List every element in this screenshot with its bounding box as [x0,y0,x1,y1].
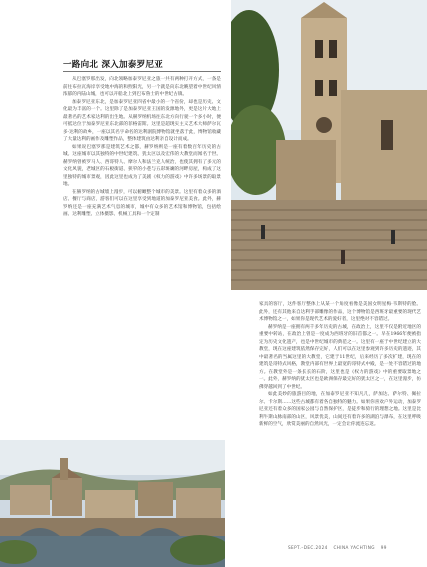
paragraph: 家具的客厅，这件客厅整体上从某一个角度看像是美国女明星梅·韦斯特的脸。此外，还有其他来自达利手部雕像的作品，这个博物馆是西班牙最重要的现代艺术博物馆之一，如果你是现代艺术的爱好者，这里绝对不容错过。 [259,302,421,322]
stone-town-photo [0,440,225,567]
magazine-name: CHINA YACHTING [333,545,375,550]
paragraph: 赫罗纳是一座拥有两千多年历史的古城，在政治上，这里不仅是附近地区的重要中转站，在政治上曾是一度成为西班牙的旧首都之一。早在1966年便被指定为历史文化遗产，也是中世纪城市的典范之一。这里有一座于中世纪建立的大教堂，现在这座建筑依然保存完好，人们可以在这里参观到许多历史的遗迹，其中最著名的当属这里的大教堂，它建于11世纪，后来经历了多次扩建，现在的建筑是哥特式风格，教堂内部有世界上最宽的哥特式中殿，是一处不容错过的地方。在教堂外是一条长长的石阶，这里也是《权力的游戏》中的重要取景地之一。此外，赫罗纳的犹太区也是欧洲保存最完好的犹太区之一，在这里漫步，仿佛穿越回到了中世纪。 [259,324,421,390]
issue-date: SEPT.–DEC.2024 [288,545,328,550]
paragraph: 加泰罗尼亚东北，是加泰罗尼亚四省中最小的一个省份，却也是历史、文化最为丰富的一个。这里除了是加泰罗尼亚王国的发源地外，更是这片大地上最著名的艺术家达利的出生地。从赫罗纳机场往东北方向行驶一个多小时，便可抵达位于加泰罗尼亚东北部的菲格雷斯。这里是超现实主义艺术大师萨尔瓦多·达利的故乡，一座以其名字命名的达利剧院博物馆就坐落于此，博物馆收藏了大量达利的画作及雕塑作品，整体建筑由达利亲自设计而成。 [63,99,221,142]
article-title: 一路向北 深入加泰罗尼亚 [63,60,164,70]
page-footer [288,545,391,550]
title-divider [63,71,221,72]
page-number: 99 [380,545,387,550]
left-text-column [63,76,221,436]
paragraph: 如果说巴塞罗那是建筑艺术之都，赫罗纳则是一座有着数百年历史的古城。这座城市以其独特的中世纪建筑、犹太区以及宏伟的大教堂而闻名于世。赫罗纳曾被罗马人、西哥特人、摩尔人和法兰克人统治，也使其拥有了多元的文化风貌，老城区的石板街道、狭窄的小巷与五彩斑斓的河畔房屋，构成了这里独特的城市景观，因此这里也成为了美剧《权力的游戏》中许多场景的取景地。 [63,144,221,187]
paragraph: 在赫罗纳的古城墙上漫步，可以俯瞰整个城市的美景。这里有着众多的酒店、餐厅与商店，游客们可以在这里享受到地道的加泰罗尼亚美食。此外，赫罗纳还是一座充满艺术气息的城市，城中有众多的艺术馆和博物馆，包括绘画、达利雕塑、立体摄影、机械工具和一个定制 [63,189,221,217]
paragraph: 从巴塞罗那出发，向北领略加泰罗尼亚之旅一共有两种打开方式，一条是前往布拉瓦海岸享受地中海的和煦阳光，另一个就是向东北眺望着中世纪风情浓郁的内陆山城，也可以开船北上到巴布鲁士的中世纪古镇。 [63,77,221,97]
right-text-column [259,301,421,533]
cathedral-tower-photo [231,0,427,290]
paragraph: 如此美妙的旅游目的地，在加泰罗尼亚不知凡几，萨加达、萨尔特、佩拉尔、卡尔斯……这些古城都有着各自独特的魅力。如果你喜欢户外运动，加泰罗尼亚还有着众多的国家公园与自然保护区，是徒步和骑行的理想之地。这里是比利牛斯山脉南部的山区，风景优美，山间还有着许多的湖泊与瀑布，在这里呼吸新鲜的空气，欣赏美丽的自然风光，一定会让你流连忘返。 [259,392,421,427]
